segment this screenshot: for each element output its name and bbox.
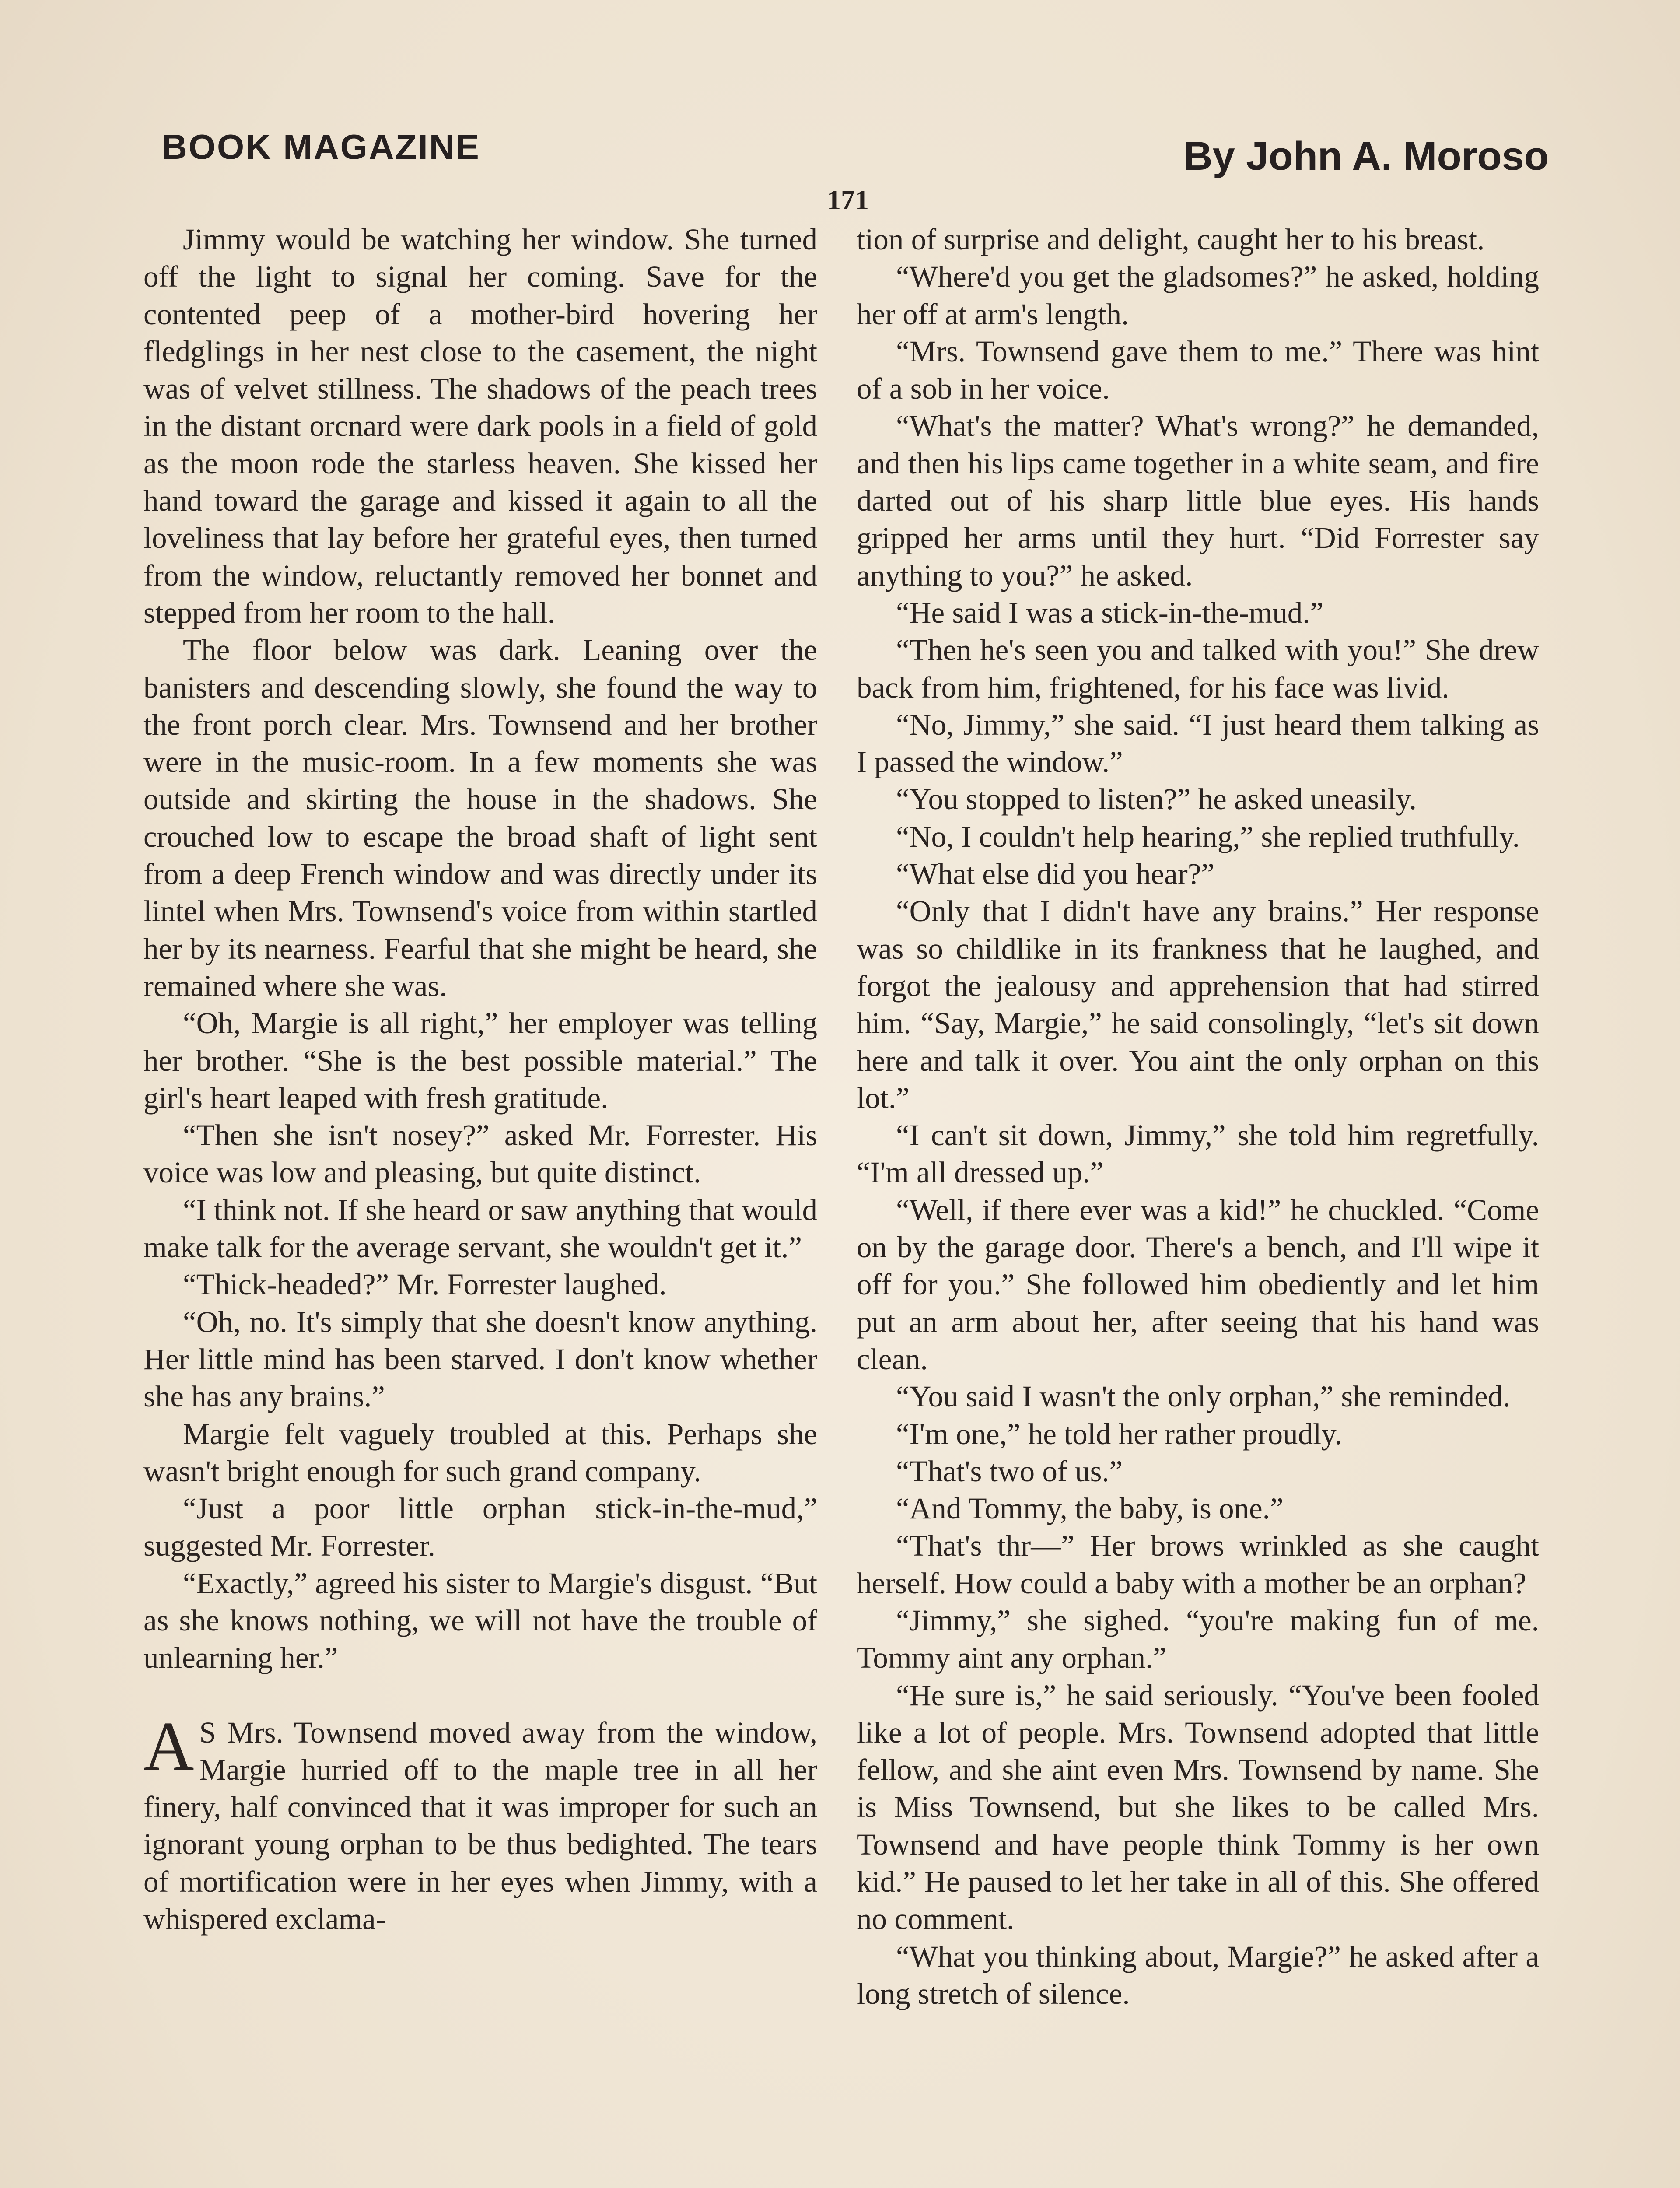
paragraph: The floor below was dark. Leaning over the banisters and descending slowly, she found the way to the front porch clear. Mrs. Townsend and her brother were in the music-room. In a few moments she was outside and skirting the house in the shadows. She crouched low to escape the broad shaft of light sent from a deep French window and was directly under its lintel when Mrs. Townsend's voice from within startled her by its nearness. Fearful that she might be heard, she remained where she was. xyxy=(144,633,817,1003)
paragraph: “Just a poor little orphan stick-in-the-mud,” suggested Mr. Forrester. xyxy=(144,1492,817,1563)
paragraph: “I'm one,” he told her rather proudly. xyxy=(896,1417,1342,1451)
drop-cap: A xyxy=(144,1707,194,1785)
paragraph: “No, Jimmy,” she said. “I just heard them talking as I passed the window.” xyxy=(857,708,1539,779)
paragraph: “Thick-headed?” Mr. Forrester laughed. xyxy=(183,1268,667,1301)
paragraph: “Oh, no. It's simply that she doesn't know anything. Her little mind has been starved. I don't know whether she has any brains.” xyxy=(144,1305,817,1413)
paragraph: “Then he's seen you and talked with you!” She drew back from him, frightened, for his face was livid. xyxy=(857,633,1539,704)
paragraph: “Oh, Margie is all right,” her employer was telling her brother. “She is the best possible material.” The girl's heart leaped with fresh gratitude. xyxy=(144,1006,817,1115)
paragraph: “Mrs. Townsend gave them to me.” There was hint of a sob in her voice. xyxy=(857,334,1539,406)
right-column xyxy=(857,221,1539,2013)
paragraph: “That's thr—” Her brows wrinkled as she caught herself. How could a baby with a mother be an orphan? xyxy=(857,1529,1539,1600)
paragraph: Margie felt vaguely troubled at this. Perhaps she wasn't bright enough for such grand company. xyxy=(144,1417,817,1488)
paragraph: “What else did you hear?” xyxy=(896,857,1214,891)
paragraph: “Where'd you get the gladsomes?” he asked, holding her off at arm's length. xyxy=(857,260,1539,331)
paragraph: “Then she isn't nosey?” asked Mr. Forrester. His voice was low and pleasing, but quite distinct. xyxy=(144,1119,817,1189)
dropcap-paragraph xyxy=(144,1707,817,1938)
paragraph: “You said I wasn't the only orphan,” she reminded. xyxy=(896,1380,1511,1413)
paragraph: “What you thinking about, Margie?” he asked after a long stretch of silence. xyxy=(857,1939,1539,2010)
continued-paragraph: tion of surprise and delight, caught her to his breast. xyxy=(857,223,1485,256)
paragraph: “Only that I didn't have any brains.” Her response was so childlike in its frankness that he laughed, and forgot the jealousy and apprehension that had stirred him. “Say, Margie,” he said consolingly, “let's sit down here and talk it over. You aint the only orphan on this lot.” xyxy=(857,894,1539,1115)
author-byline: By John A. Moroso xyxy=(1183,134,1549,179)
paragraph: Jimmy would be watching her window. She turned off the light to signal her coming. Save for the contented peep of a mother-bird hovering her fledglings in her nest close to the casement, the night was of velvet stillness. The shadows of the peach trees in the distant orcnard were dark pools in a field of gold as the moon rode the starless heaven. She kissed her hand toward the garage and kissed it again to all the loveliness that lay before her grateful eyes, then turned from the window, reluctantly removed her bonnet and stepped from her room to the hall. xyxy=(144,223,817,629)
paragraph: “You stopped to listen?” he asked uneasily. xyxy=(896,782,1417,816)
dropcap-paragraph-text: S Mrs. Townsend moved away from the window, Margie hurried off to the maple tree in all her finery, half convinced that it was improper for such an ignorant young orphan to be thus bedighted. The tears of mortification were in her eyes when Jimmy, with a whispered exclama- xyxy=(144,1715,817,1936)
paragraph: “Exactly,” agreed his sister to Margie's disgust. “But as she knows nothing, we will not have the trouble of unlearning her.” xyxy=(144,1566,817,1675)
left-column xyxy=(144,221,817,1938)
paragraph: “Well, if there ever was a kid!” he chuckled. “Come on by the garage door. There's a bench, and I'll wipe it off for you.” She followed him obediently and let him put an arm about her, after seeing that his hand was clean. xyxy=(857,1193,1539,1376)
magazine-title: BOOK MAGAZINE xyxy=(162,127,480,166)
paragraph: “He said I was a stick-in-the-mud.” xyxy=(896,596,1324,629)
paragraph: “That's two of us.” xyxy=(896,1454,1123,1488)
paragraph: “Jimmy,” she sighed. “you're making fun of me. Tommy aint any orphan.” xyxy=(857,1603,1539,1675)
paragraph: “I can't sit down, Jimmy,” she told him regretfully. “I'm all dressed up.” xyxy=(857,1119,1539,1189)
paragraph: “No, I couldn't help hearing,” she replied truthfully. xyxy=(896,820,1520,853)
paragraph: “I think not. If she heard or saw anything that would make talk for the average servant, she wouldn't get it.” xyxy=(144,1193,817,1264)
page-number: 171 xyxy=(827,184,869,215)
paragraph: “What's the matter? What's wrong?” he demanded, and then his lips came together in a white seam, and fire darted out of his sharp little blue eyes. His hands gripped her arms until they hurt. “Did Forrester say anything to you?” he asked. xyxy=(857,409,1539,592)
paragraph: “He sure is,” he said seriously. “You've been fooled like a lot of people. Mrs. Townsend adopted that little fellow, and she aint even Mrs. Townsend by name. She is Miss Townsend, but she likes to be called Mrs. Townsend and have people think Tommy is her own kid.” He paused to let her take in all of this. She offered no comment. xyxy=(857,1678,1539,1936)
paragraph: “And Tommy, the baby, is one.” xyxy=(896,1492,1284,1525)
